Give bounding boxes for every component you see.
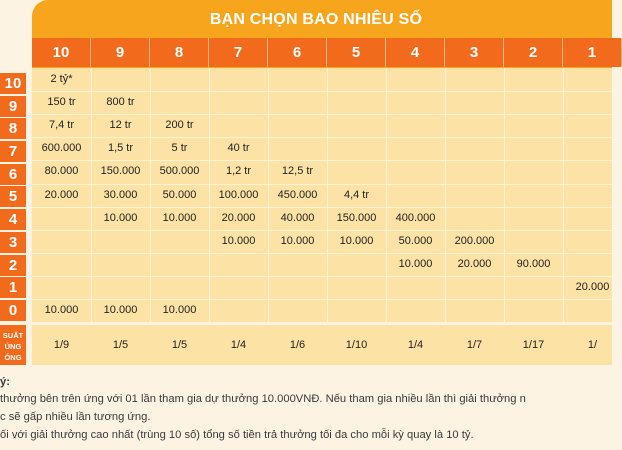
- header-title: BẠN CHỌN BAO NHIÊU SỐ: [209, 11, 423, 28]
- grid-divider: [386, 68, 387, 322]
- odds-cell: 1/10: [345, 339, 368, 351]
- prize-cell: 10.000: [221, 234, 256, 247]
- prize-cell: 100.000: [218, 188, 259, 201]
- column-header: 7: [209, 38, 268, 67]
- prize-cell: 50.000: [398, 234, 433, 247]
- column-header: 4: [386, 38, 445, 67]
- row-number: 1: [0, 277, 26, 298]
- prize-cell: 10.000: [280, 234, 315, 247]
- prize-cell: 40.000: [280, 211, 315, 224]
- column-headers: [32, 38, 622, 67]
- prize-cell: 4,4 tr: [343, 188, 370, 201]
- prize-cell: 20.000: [457, 257, 492, 270]
- column-header: 5: [327, 38, 386, 67]
- prize-cell: 150.000: [336, 211, 377, 224]
- row-number: 4: [0, 209, 26, 230]
- odds-cell: 1/: [587, 339, 598, 351]
- column-header: 10: [32, 38, 91, 67]
- prize-cell: 2 tỷ*: [50, 73, 73, 85]
- note-line-1: thưởng bên trên ứng với 01 lần tham gia dự thưởng 10.000VNĐ. Nếu tham gia nhiều lần thì giải thưởng n: [0, 393, 526, 405]
- prize-cell: 150 tr: [47, 96, 76, 109]
- row-number: 9: [0, 96, 26, 117]
- prize-cell: 20.000: [44, 188, 79, 201]
- row-number: 8: [0, 118, 26, 139]
- note-line-2: c sẽ gấp nhiều lần tương ứng.: [0, 411, 151, 423]
- odds-label-line: ÓNG: [4, 353, 22, 362]
- prize-cell: 600.000: [41, 142, 82, 155]
- odds-cell: 1/5: [112, 339, 129, 351]
- prize-cell: 7,4 tr: [48, 119, 75, 132]
- prize-cell: 12 tr: [109, 119, 132, 132]
- row-number: 2: [0, 255, 26, 276]
- row-number-column: [0, 73, 26, 323]
- odds-label-line: SUẤT: [2, 331, 24, 340]
- row-number: 0: [0, 300, 26, 321]
- row-number: 6: [0, 164, 26, 185]
- odds-cell: 1/4: [407, 339, 424, 351]
- row-number: 10: [0, 73, 26, 94]
- odds-cell: 1/6: [289, 339, 306, 351]
- odds-label: [0, 325, 26, 365]
- column-header: 3: [445, 38, 504, 67]
- note-line-3: ối với giải thưởng cao nhất (trùng 10 số) tổng số tiền trả thưởng tối đa cho mỗi kỳ quay là 10 tỷ.: [0, 429, 474, 441]
- odds-label-line: ÚNG: [4, 342, 22, 351]
- prize-cell: 20.000: [575, 280, 610, 293]
- prize-cell: 90.000: [516, 257, 551, 270]
- prize-cell: 50.000: [162, 188, 197, 201]
- prize-cell: 10.000: [44, 304, 79, 316]
- notes-section: [0, 372, 600, 445]
- odds-cell: 1/7: [466, 339, 483, 351]
- odds-cell: 1/5: [171, 339, 188, 351]
- prize-cell: 80.000: [44, 165, 79, 178]
- odds-row: [32, 325, 612, 365]
- prize-cell: 200.000: [454, 234, 495, 247]
- column-header: 1: [563, 38, 622, 67]
- odds-cell: 1/4: [230, 339, 247, 351]
- prize-cell: 10.000: [398, 257, 433, 270]
- grid-divider: [445, 68, 446, 322]
- prize-cell: 10.000: [162, 304, 197, 316]
- prize-cell: 150.000: [100, 165, 141, 178]
- grid-divider: [504, 68, 505, 322]
- row-number: 7: [0, 141, 26, 162]
- prize-cell: 500.000: [159, 165, 200, 178]
- prize-grid: [32, 68, 612, 322]
- odds-cell: 1/9: [53, 339, 70, 351]
- prize-cell: 30.000: [103, 188, 138, 201]
- prize-cell: 10.000: [162, 211, 197, 224]
- prize-cell: 10.000: [339, 234, 374, 247]
- odds-cell: 1/17: [522, 339, 545, 351]
- prize-cell: 1,2 tr: [225, 165, 252, 178]
- column-header: 2: [504, 38, 563, 67]
- column-header: 9: [91, 38, 150, 67]
- column-header: 6: [268, 38, 327, 67]
- prize-cell: 5 tr: [171, 142, 188, 155]
- prize-cell: 10.000: [103, 211, 138, 224]
- row-number: 5: [0, 186, 26, 207]
- prize-cell: 200 tr: [165, 119, 194, 132]
- prize-cell: 1,5 tr: [107, 142, 134, 155]
- prize-cell: 12,5 tr: [281, 165, 314, 178]
- notes-label: ý:: [0, 376, 10, 388]
- column-header: 8: [150, 38, 209, 67]
- row-number: 3: [0, 232, 26, 253]
- prize-cell: 40 tr: [227, 142, 250, 155]
- prize-cell: 450.000: [277, 188, 318, 201]
- prize-cell: 10.000: [103, 304, 138, 316]
- prize-cell: 800 tr: [106, 96, 135, 109]
- grid-divider: [32, 276, 612, 277]
- prize-cell: 20.000: [221, 211, 256, 224]
- prize-cell: 400.000: [395, 211, 436, 224]
